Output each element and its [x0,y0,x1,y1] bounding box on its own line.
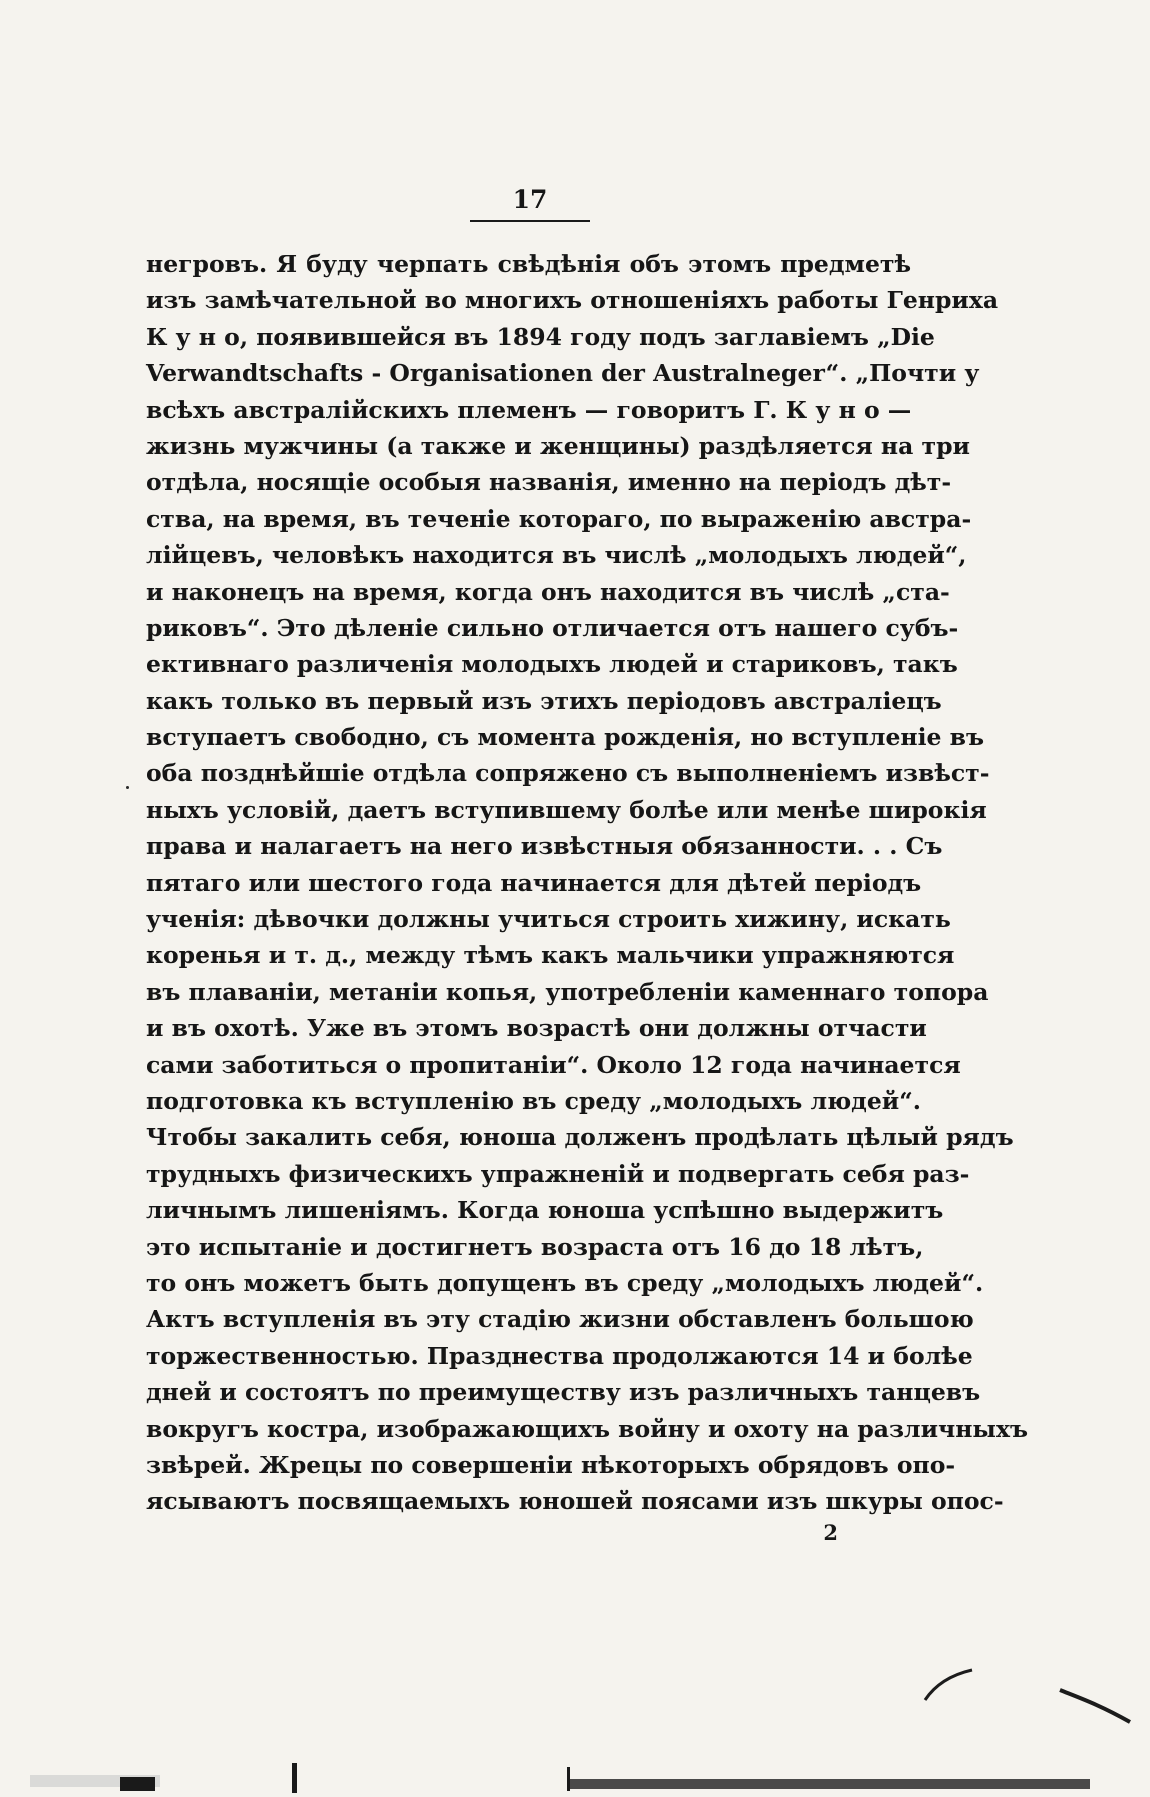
text-line: права и налагаетъ на него извѣстныя обязанности. . . Съ [146,832,943,861]
text-line: звѣрей. Жрецы по совершеніи нѣкоторыхъ обрядовъ опо- [146,1450,956,1479]
scan-stroke-left [925,1670,972,1700]
text-line: трудныхъ физическихъ упражненій и подвергать себя раз- [146,1159,970,1188]
text-line: коренья и т. д., между тѣмъ какъ мальчики упражняются [146,941,955,970]
body-text [146,246,1029,1520]
text-line: въ плаваніи, метаніи копья, употребленіи каменнаго топора [146,977,989,1006]
text-line: сами заботиться о пропитаніи“. Около 12 года начинается [146,1050,961,1079]
text-line: изъ замѣчательной во многихъ отношеніяхъ работы Генриха [146,286,999,315]
text-line: дней и состоятъ по преимуществу изъ различныхъ танцевъ [146,1378,981,1407]
text-line: пятаго или шестого года начинается для дѣтей періодъ [146,868,922,897]
text-line: ученія: дѣвочки должны учиться строить хижину, искать [146,905,951,934]
scan-noise-right-bar [567,1767,570,1791]
text-line: Чтобы закалить себя, юноша долженъ продѣлать цѣлый рядъ [146,1123,1014,1152]
text-line: и наконецъ на время, когда онъ находится въ числѣ „ста- [146,577,950,606]
text-line: торжественностью. Празднества продолжаются 14 и болѣе [146,1341,973,1370]
text-line: и въ охотѣ. Уже въ этомъ возрастѣ они должны отчасти [146,1014,927,1043]
scan-noise-right [570,1779,1090,1789]
text-line: риковъ“. Это дѣленіе сильно отличается отъ нашего субъ- [146,613,959,642]
text-line: ективнаго различенія молодыхъ людей и стариковъ, такъ [146,650,958,679]
scan-bottom-noise [0,1755,1140,1797]
text-line: оба позднѣйшіе отдѣла сопряжено съ выполненіемъ извѣст- [146,759,990,788]
scan-stroke-right [1060,1690,1130,1722]
text-line: Verwandtschafts - Organisationen der Australneger“. „Почти у [146,359,980,388]
text-line: это испытаніе и достигнетъ возраста отъ 16 до 18 лѣтъ, [146,1232,924,1261]
text-line: жизнь мужчины (а также и женщины) раздѣляется на три [146,431,970,460]
text-line: всѣхъ австралійскихъ племенъ — говоритъ Г. К у н о — [146,395,912,424]
scan-noise-left-dark [120,1777,155,1791]
signature-mark: 2 [823,1520,838,1545]
text-line: какъ только въ первый изъ этихъ періодовъ австраліецъ [146,686,942,715]
text-line: ясываютъ посвящаемыхъ юношей поясами изъ шкуры опос- [146,1487,1004,1516]
scan-speck [126,786,129,789]
scan-stroke-mark [920,1660,1150,1760]
text-line: ства, на время, въ теченіе котораго, по выраженію австра- [146,504,972,533]
text-line: вступаетъ свободно, съ момента рожденія, но вступленіе въ [146,723,985,752]
text-line: отдѣла, носящіе особыя названія, именно на періодъ дѣт- [146,468,952,497]
text-line: лійцевъ, человѣкъ находится въ числѣ „молодыхъ людей“, [146,541,967,570]
text-line: подготовка къ вступленію въ среду „молодыхъ людей“. [146,1086,921,1115]
text-line: К у н о, появившейся въ 1894 году подъ заглавіемъ „Die [146,322,935,351]
header-rule [470,220,590,222]
text-line: негровъ. Я буду черпать свѣдѣнія объ этомъ предметѣ [146,250,911,278]
text-line: вокругъ костра, изображающихъ войну и охоту на различныхъ [146,1414,1029,1443]
page-number: 17 [512,185,548,214]
text-line: Актъ вступленія въ эту стадію жизни обставленъ большою [146,1305,974,1334]
text-line: ныхъ условій, даетъ вступившему болѣе или менѣе широкія [146,795,987,824]
text-line: личнымъ лишеніямъ. Когда юноша успѣшно выдержитъ [146,1196,944,1225]
text-line: то онъ можетъ быть допущенъ въ среду „молодыхъ людей“. [146,1268,984,1297]
scan-noise-mid [292,1763,297,1793]
